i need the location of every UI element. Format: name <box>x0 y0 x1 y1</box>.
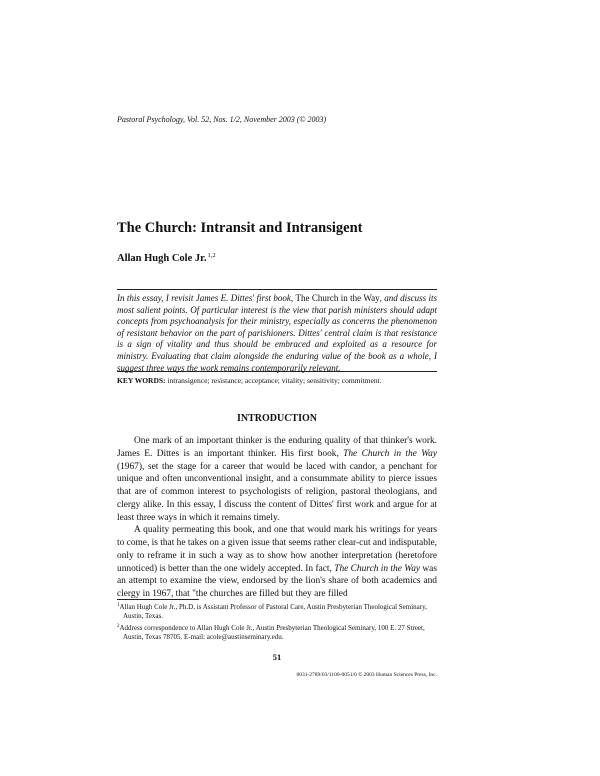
footnotes <box>117 601 437 643</box>
p1-book-title: The Church in the Way <box>343 448 437 459</box>
abstract <box>117 293 437 374</box>
abstract-top-rule <box>117 289 437 290</box>
keywords-text: intransigence; resistance; acceptance; vitality; sensitivity; commitment. <box>167 376 382 385</box>
abstract-text-start: In this essay, I revisit James E. Dittes' first book, <box>117 293 296 303</box>
abstract-bottom-rule <box>117 371 437 372</box>
p1-text-start: One mark of an important thinker is the enduring quality of that thinker's work. James E. Dittes is an important thinker. His first book, <box>117 436 437 459</box>
footnote-rule <box>117 599 199 600</box>
article-title: The Church: Intransit and Intransigent <box>117 220 363 236</box>
footnote-1-text: Allan Hugh Cole Jr., Ph.D, is Assistant Professor of Pastoral Care, Austin Presbyterian Theological Seminary, Austin, Texas. <box>119 603 427 621</box>
p2-text-rest: was an attempt to examine the view, endorsed by the lion's share of both academics and clergy in 1967, that "the churches are filled but they are filled <box>117 563 437 599</box>
keywords-label: KEY WORDS: <box>117 376 166 385</box>
footnote-2 <box>117 622 437 643</box>
journal-citation: Pastoral Psychology, Vol. 52, Nos. 1/2, November 2003 (© 2003) <box>117 115 327 124</box>
author-line <box>117 250 216 265</box>
body-text <box>117 435 437 601</box>
author-name: Allan Hugh Cole Jr. <box>117 253 207 264</box>
page-number: 51 <box>272 652 282 662</box>
p2-book-title: The Church in the Way <box>334 563 421 574</box>
body-paragraph-1 <box>117 435 437 524</box>
p1-text-rest: (1967), set the stage for a career that would be laced with candor, a penchant for unique and often unconventional insight, and a consummate ability to pierce issues that are of common interest to psychologists of religion, pastoral theologians, and clergy alike. In this essay, I discuss the content of Dittes' first work and argue for at least three ways in which it remains timely. <box>117 461 437 523</box>
footnote-1-mark: 1 <box>117 603 120 608</box>
footnote-2-mark: 2 <box>117 623 120 629</box>
author-footnote-marks: 1,2 <box>207 252 216 259</box>
p2-text-start: A quality permeating this book, and one that would mark his writings for years to come, is that he takes on a given issue that seems rather clear-cut and indisputable, only to reframe it in such a way as to show how another interpretation (heretofore unnoticed) is better than the one widely accepted. In fact, <box>117 525 437 574</box>
abstract-book-title: The Church in the Way <box>295 293 380 303</box>
copyright-line: 0031-2789/03/1100-0051/0 © 2003 Human Sciences Press, Inc. <box>296 672 437 678</box>
keywords <box>117 376 447 386</box>
footnote-2-text: Address correspondence to Allan Hugh Cole Jr., Austin Presbyterian Theological Seminary, 100 E. 27 Street, Austin, Texas 78705. E-mail: acole@austinseminary.edu. <box>119 623 425 642</box>
section-heading: INTRODUCTION <box>236 413 317 424</box>
body-paragraph-2 <box>117 524 437 601</box>
footnote-1 <box>117 601 437 622</box>
abstract-text-rest: , and discuss its most salient points. Of particular interest is the view that parish ministers should adapt concepts from psychoanalysis for their ministry, especially as concerns the phenomenon of resistant behavior on the part of parishioners. Dittes' central claim is that resistance is a sign of vitality and thus should be embraced and exploited as a resource for ministry. Evaluating that claim alongside the enduring value of the book as a whole, I suggest three ways the work remains contemporarily relevant. <box>117 293 437 373</box>
